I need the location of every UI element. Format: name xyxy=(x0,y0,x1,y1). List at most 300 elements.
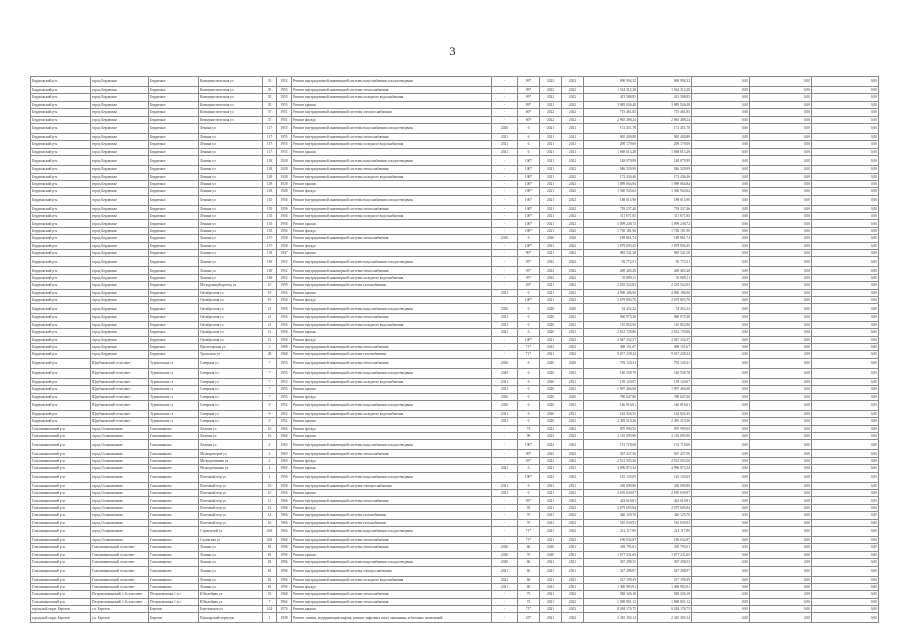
cell-settlement: Бердюжье xyxy=(149,94,199,101)
cell-district: Бердюжский р-н xyxy=(31,351,91,358)
cell-c3: 0,00 xyxy=(812,425,879,432)
cell-c2: 0,00 xyxy=(750,490,812,497)
cell-year-start: 2021 xyxy=(540,497,562,504)
cell-cost-total: 1 524 312,28 xyxy=(584,87,638,94)
cell-settlement-type: Щербаковский сельсовет xyxy=(91,393,149,400)
cell-c1: 0,00 xyxy=(692,536,750,543)
cell-year: 1958 xyxy=(277,235,292,242)
cell-c1: 0,00 xyxy=(692,358,750,368)
table-row xyxy=(31,358,879,368)
cell-cost-fund: 965 400,80 xyxy=(638,133,692,140)
cell-cost-total: 1 560 943,62 xyxy=(584,188,638,195)
cell-residents: 60 xyxy=(518,544,540,551)
cell-year-start: 2021 xyxy=(540,242,562,249)
cell-c3: 0,00 xyxy=(812,613,879,623)
cell-work: Ремонт фасада xyxy=(292,336,492,343)
cell-year-end: 2021 xyxy=(562,368,584,378)
cell-c2: 0,00 xyxy=(750,418,812,425)
cell-district: Голышмановский р-н xyxy=(31,457,91,464)
table-row xyxy=(31,583,879,590)
cell-year-start: 2021 xyxy=(540,613,562,623)
cell-c3: 0,00 xyxy=(812,304,879,314)
cell-work: Ремонт фасада xyxy=(292,425,492,432)
cell-c1: 0,00 xyxy=(692,227,750,234)
cell-year-end: 2022 xyxy=(562,250,584,257)
cell-district: Бердюжский р-н xyxy=(31,101,91,108)
cell-year-end: 2022 xyxy=(562,613,584,623)
cell-c3: 0,00 xyxy=(812,94,879,101)
cell-c2: 0,00 xyxy=(750,205,812,212)
cell-settlement: Голышманово xyxy=(149,566,199,576)
cell-c1: 0,00 xyxy=(692,329,750,336)
cell-residents: 60 xyxy=(518,566,540,576)
cell-c1: 0,00 xyxy=(692,512,750,519)
cell-c2: 0,00 xyxy=(750,166,812,173)
cell-year: 1953 xyxy=(277,386,292,393)
cell-year: 1956 xyxy=(277,304,292,314)
table-row xyxy=(31,180,879,187)
cell-c3: 0,00 xyxy=(812,378,879,385)
cell-residents: 75 xyxy=(518,591,540,598)
cell-deadline: - xyxy=(492,205,518,212)
cell-c3: 0,00 xyxy=(812,351,879,358)
cell-cost-fund: 269 465,28 xyxy=(638,267,692,274)
cell-deadline: - xyxy=(492,613,518,623)
cell-c2: 0,00 xyxy=(750,116,812,123)
cell-c2: 0,00 xyxy=(750,512,812,519)
cell-cost-total: 510 030,93 xyxy=(584,519,638,526)
table-row xyxy=(31,490,879,497)
cell-house: 10 xyxy=(263,482,277,489)
cell-street: Ленина ул xyxy=(199,551,263,558)
cell-year: 1952 xyxy=(277,274,292,281)
cell-work: Ремонт внутридомовой инженерной системы теплоснабжения xyxy=(292,598,492,605)
cell-work: Ремонт внутридомовой инженерной системы теплоснабжения xyxy=(292,166,492,173)
cell-street: Октябрьская ул xyxy=(199,304,263,314)
cell-year-start: 2020 xyxy=(540,400,562,410)
cell-settlement-type: город Голышманово xyxy=(91,497,149,504)
cell-deadline: - xyxy=(492,433,518,440)
cell-c1: 0,00 xyxy=(692,336,750,343)
cell-street: Северная ул xyxy=(199,418,263,425)
cell-residents: 71* xyxy=(518,536,540,543)
cell-street: Почтовый пер ул xyxy=(199,497,263,504)
table-row xyxy=(31,425,879,432)
cell-district: Бердюжский р-н xyxy=(31,173,91,180)
cell-year-end: 2022 xyxy=(562,606,584,613)
cell-c2: 0,00 xyxy=(750,123,812,133)
cell-settlement-type: Щербаковский сельсовет xyxy=(91,358,149,368)
table-row xyxy=(31,566,879,576)
cell-c1: 0,00 xyxy=(692,393,750,400)
cell-settlement: Бердюжье xyxy=(149,267,199,274)
cell-cost-fund: 1 889 064,84 xyxy=(638,180,692,187)
cell-deadline: - xyxy=(492,242,518,249)
cell-c1: 0,00 xyxy=(692,94,750,101)
cell-residents: 100* xyxy=(518,213,540,220)
cell-cost-fund: 196 032,87 xyxy=(638,536,692,543)
cell-deadline: - xyxy=(492,512,518,519)
cell-c3: 0,00 xyxy=(812,180,879,187)
table-row xyxy=(31,386,879,393)
cell-c3: 0,00 xyxy=(812,606,879,613)
cell-street: Мелиоративная ул xyxy=(199,457,263,464)
cell-house: 9 xyxy=(263,400,277,410)
cell-cost-fund: 690 994,32 xyxy=(638,77,692,87)
cell-street: Ленина ул xyxy=(199,583,263,590)
cell-c3: 0,00 xyxy=(812,336,879,343)
cell-year-end: 2021 xyxy=(562,583,584,590)
cell-work: Ремонт внутридомовой инженерной системы теплоснабжения xyxy=(292,235,492,242)
cell-year: 1966 xyxy=(277,497,292,504)
cell-street: Октябрьская ул xyxy=(199,314,263,321)
cell-year-end: 2022 xyxy=(562,242,584,249)
cell-year-end: 2022 xyxy=(562,77,584,87)
cell-c3: 0,00 xyxy=(812,274,879,281)
cell-c2: 0,00 xyxy=(750,227,812,234)
cell-cost-total: 3 085 926,48 xyxy=(584,101,638,108)
cell-c1: 0,00 xyxy=(692,282,750,289)
cell-year-end: 2022 xyxy=(562,591,584,598)
cell-work: Ремонт внутридомовой инженерной системы холодного водоснабжения xyxy=(292,321,492,328)
cell-c2: 0,00 xyxy=(750,173,812,180)
table-row xyxy=(31,536,879,543)
cell-work: Ремонт внутридомовой инженерной системы холодного водоснабжения xyxy=(292,274,492,281)
cell-street: Коммунистическая ул xyxy=(199,94,263,101)
cell-work: Ремонт внутридомовой инженерной системы электроснабжения xyxy=(292,109,492,116)
cell-house: 129 xyxy=(263,156,277,166)
cell-deadline: - xyxy=(492,526,518,536)
cell-c3: 0,00 xyxy=(812,296,879,303)
cell-house: 82 xyxy=(263,583,277,590)
cell-year-start: 2021 xyxy=(540,504,562,511)
cell-deadline: - xyxy=(492,213,518,220)
cell-c3: 0,00 xyxy=(812,242,879,249)
cell-street: Ленина ул xyxy=(199,195,263,205)
cell-year: 1955 xyxy=(277,141,292,148)
cell-cost-fund: 339 795,01 xyxy=(638,544,692,551)
cell-residents: 6 xyxy=(518,133,540,140)
cell-district: Бердюжский р-н xyxy=(31,329,91,336)
cell-cost-fund: 1 560 943,62 xyxy=(638,188,692,195)
cell-residents: 75 xyxy=(518,598,540,605)
cell-year: 1953 xyxy=(277,101,292,108)
cell-deadline: 2021 xyxy=(492,482,518,489)
cell-c2: 0,00 xyxy=(750,220,812,227)
cell-deadline: 2021 xyxy=(492,378,518,385)
cell-settlement: Голышманово xyxy=(149,559,199,566)
cell-year: 1956 xyxy=(277,336,292,343)
cell-deadline: 2021 xyxy=(492,321,518,328)
cell-year-end: 2020 xyxy=(562,393,584,400)
cell-year-start: 2020 xyxy=(540,304,562,314)
table-row xyxy=(31,195,879,205)
table-row xyxy=(31,274,879,281)
cell-c3: 0,00 xyxy=(812,512,879,519)
cell-residents: 99* xyxy=(518,94,540,101)
cell-deadline: 2020 xyxy=(492,551,518,558)
table-row xyxy=(31,343,879,350)
cell-year-end: 2022 xyxy=(562,519,584,526)
cell-cost-fund: 146 816,01 xyxy=(638,400,692,410)
cell-house: 7 xyxy=(263,598,277,605)
cell-settlement: Голышманово xyxy=(149,472,199,482)
cell-work: Ремонт, замена, модернизация лифтов, ремонт лифтовых шахт, машинных и блочных помещений xyxy=(292,613,492,623)
table-row xyxy=(31,512,879,519)
cell-residents: 100* xyxy=(518,205,540,212)
cell-house: 7 xyxy=(263,368,277,378)
cell-year: 1954 xyxy=(277,296,292,303)
cell-cost-fund: 55 889,11 xyxy=(638,274,692,281)
cell-deadline: - xyxy=(492,166,518,173)
cell-deadline: - xyxy=(492,336,518,343)
cell-year-end: 2022 xyxy=(562,282,584,289)
table-row xyxy=(31,156,879,166)
cell-settlement-type: город Бердюжье xyxy=(91,133,149,140)
cell-house: 102 xyxy=(263,606,277,613)
cell-cost-total: 1 668 613,28 xyxy=(584,148,638,155)
cell-year-start: 2020 xyxy=(540,378,562,385)
cell-work: Ремонт фасада xyxy=(292,583,492,590)
cell-year: 1928 xyxy=(277,166,292,173)
table-row xyxy=(31,504,879,511)
cell-deadline: - xyxy=(492,94,518,101)
cell-year-end: 2020 xyxy=(562,235,584,242)
cell-street: Пролетарская ул xyxy=(199,343,263,350)
cell-house: 21 xyxy=(263,329,277,336)
cell-district: Голышмановский р-н xyxy=(31,425,91,432)
cell-c1: 0,00 xyxy=(692,544,750,551)
cell-c1: 0,00 xyxy=(692,109,750,116)
cell-house: 117 xyxy=(263,148,277,155)
cell-settlement: Туреновская ст xyxy=(149,386,199,393)
cell-cost-fund: 1 400 983,91 xyxy=(638,583,692,590)
cell-deadline: - xyxy=(492,257,518,267)
cell-residents: 25* xyxy=(518,613,540,623)
cell-residents: 6 xyxy=(518,482,540,489)
cell-residents: 6 xyxy=(518,378,540,385)
cell-year: 1996 xyxy=(277,544,292,551)
cell-residents: 90* xyxy=(518,450,540,457)
cell-c1: 0,00 xyxy=(692,123,750,133)
cell-residents: 60 xyxy=(518,576,540,583)
cell-street: Коммунистическая ул xyxy=(199,77,263,87)
cell-district: Бердюжский р-н xyxy=(31,141,91,148)
cell-district: Голышмановский р-н xyxy=(31,497,91,504)
cell-year-start: 2022 xyxy=(540,87,562,94)
cell-year: 1928 xyxy=(277,173,292,180)
cell-c2: 0,00 xyxy=(750,250,812,257)
cell-street: Октябрьская ул xyxy=(199,329,263,336)
cell-c2: 0,00 xyxy=(750,465,812,472)
table-row xyxy=(31,304,879,314)
cell-district: Бердюжский р-н xyxy=(31,267,91,274)
cell-c1: 0,00 xyxy=(692,465,750,472)
cell-house: 12 xyxy=(263,497,277,504)
cell-work: Ремонт внутридомовой инженерной системы теплоснабжения xyxy=(292,591,492,598)
cell-c1: 0,00 xyxy=(692,440,750,450)
cell-year: 1968 xyxy=(277,351,292,358)
cell-work: Ремонт крыши xyxy=(292,329,492,336)
cell-c1: 0,00 xyxy=(692,87,750,94)
cell-settlement-type: город Бердюжье xyxy=(91,148,149,155)
cell-cost-total: 567 437,56 xyxy=(584,450,638,457)
cell-cost-fund: 2 110 095,90 xyxy=(638,433,692,440)
cell-district: Бердюжский р-н xyxy=(31,418,91,425)
cell-deadline: 2021 xyxy=(492,289,518,296)
cell-work: Ремонт внутридомовой инженерной системы водоснабжения и водоотведения xyxy=(292,195,492,205)
cell-c1: 0,00 xyxy=(692,386,750,393)
table-row xyxy=(31,227,879,234)
cell-settlement: Голышманово xyxy=(149,425,199,432)
cell-street: Почтовый пер ул xyxy=(199,504,263,511)
cell-settlement: Голышманово xyxy=(149,433,199,440)
cell-cost-fund: 870 990,55 xyxy=(638,425,692,432)
table-row xyxy=(31,393,879,400)
cell-cost-fund: 2 047 332,57 xyxy=(638,336,692,343)
cell-year-end: 2022 xyxy=(562,450,584,457)
cell-c3: 0,00 xyxy=(812,472,879,482)
cell-settlement: Бердюжье xyxy=(149,133,199,140)
cell-c3: 0,00 xyxy=(812,551,879,558)
cell-settlement: Бердюжье xyxy=(149,351,199,358)
cell-c2: 0,00 xyxy=(750,386,812,393)
cell-cost-total: 269 465,28 xyxy=(584,267,638,274)
cell-year: 1966 xyxy=(277,519,292,526)
cell-residents: 6 xyxy=(518,321,540,328)
cell-cost-total: 1 730 181,90 xyxy=(584,227,638,234)
cell-c1: 0,00 xyxy=(692,213,750,220)
cell-year-end: 2022 xyxy=(562,156,584,166)
cell-cost-fund: 413 588,85 xyxy=(638,94,692,101)
cell-work: Ремонт крыши xyxy=(292,465,492,472)
cell-year: 1956 xyxy=(277,329,292,336)
cell-year-start: 2021 xyxy=(540,336,562,343)
cell-settlement-type: город Бердюжье xyxy=(91,289,149,296)
cell-house: 82 xyxy=(263,559,277,566)
cell-settlement: Бердюжье xyxy=(149,314,199,321)
cell-year: 1952 xyxy=(277,418,292,425)
cell-year-end: 2021 xyxy=(562,133,584,140)
cell-cost-total: 209 179,69 xyxy=(584,141,638,148)
cell-year-start: 2020 xyxy=(540,386,562,393)
cell-residents: 71* xyxy=(518,343,540,350)
cell-settlement-type: Голышмановский сельсовет xyxy=(91,583,149,590)
cell-street: Лазовая ул xyxy=(199,440,263,450)
cell-year-end: 2020 xyxy=(562,304,584,314)
cell-c2: 0,00 xyxy=(750,559,812,566)
cell-work: Ремонт внутридомовой инженерной системы газоснабжения xyxy=(292,351,492,358)
cell-cost-total: 408 151,67 xyxy=(584,343,638,350)
cell-c1: 0,00 xyxy=(692,378,750,385)
cell-settlement: Бердюжье xyxy=(149,282,199,289)
cell-year: 1996 xyxy=(277,566,292,576)
cell-year-start: 2021 xyxy=(540,576,562,583)
cell-year: 1956 xyxy=(277,205,292,212)
cell-street: Ленина ул xyxy=(199,267,263,274)
cell-settlement: Бердюжье xyxy=(149,205,199,212)
cell-district: Голышмановский р-н xyxy=(31,433,91,440)
cell-settlement: Голышманово xyxy=(149,519,199,526)
cell-year-start: 2022 xyxy=(540,425,562,432)
cell-district: Бердюжский р-н xyxy=(31,220,91,227)
cell-c2: 0,00 xyxy=(750,336,812,343)
cell-settlement: Бердюжье xyxy=(149,336,199,343)
cell-cost-total: 148 079,99 xyxy=(584,156,638,166)
cell-street: Ленина ул xyxy=(199,559,263,566)
table-row xyxy=(31,368,879,378)
cell-deadline: 2020 xyxy=(492,559,518,566)
cell-settlement: Голышманово xyxy=(149,526,199,536)
cell-house: 129 xyxy=(263,173,277,180)
cell-year-start: 2021 xyxy=(540,526,562,536)
cell-house: 16 xyxy=(263,425,277,432)
cell-house: 21 xyxy=(263,321,277,328)
cell-year: 1952 xyxy=(277,400,292,410)
cell-residents: 6 xyxy=(518,289,540,296)
cell-work: Ремонт внутридомовой инженерной системы электроснабжения xyxy=(292,566,492,576)
cell-house: 1 xyxy=(263,613,277,623)
cell-c3: 0,00 xyxy=(812,410,879,417)
cell-work: Ремонт крыши xyxy=(292,433,492,440)
cell-cost-total: 2 531 503,50 xyxy=(584,457,638,464)
cell-work: Ремонт внутридомовой инженерной системы теплоснабжения xyxy=(292,133,492,140)
cell-deadline: - xyxy=(492,274,518,281)
cell-deadline: - xyxy=(492,591,518,598)
cell-year-start: 2021 xyxy=(540,227,562,234)
cell-settlement-type: город Голышманово xyxy=(91,425,149,432)
cell-year-end: 2021 xyxy=(562,123,584,133)
cell-c2: 0,00 xyxy=(750,329,812,336)
cell-deadline: 2021 xyxy=(492,490,518,497)
cell-deadline: - xyxy=(492,606,518,613)
cell-district: Бердюжский р-н xyxy=(31,368,91,378)
cell-deadline: - xyxy=(492,497,518,504)
cell-cost-fund: 510 030,93 xyxy=(638,519,692,526)
cell-settlement-type: город Бердюжье xyxy=(91,173,149,180)
cell-cost-total: 111 671,85 xyxy=(584,213,638,220)
cell-house: 28 xyxy=(263,351,277,358)
table-row xyxy=(31,173,879,180)
cell-cost-fund: 189 861,74 xyxy=(638,235,692,242)
table-row xyxy=(31,94,879,101)
cell-house: 149 xyxy=(263,274,277,281)
cell-year-end: 2020 xyxy=(562,358,584,368)
cell-deadline: - xyxy=(492,180,518,187)
cell-c1: 0,00 xyxy=(692,133,750,140)
cell-c1: 0,00 xyxy=(692,173,750,180)
cell-c1: 0,00 xyxy=(692,368,750,378)
cell-cost-total: 110 854,90 xyxy=(584,321,638,328)
cell-house: 35 xyxy=(263,101,277,108)
cell-cost-fund: 330 690,80 xyxy=(638,482,692,489)
cell-cost-fund: 172 436,46 xyxy=(638,173,692,180)
cell-settlement-type: Голышмановский сельсовет xyxy=(91,576,149,583)
cell-residents: 100* xyxy=(518,180,540,187)
cell-year: 1956 xyxy=(277,195,292,205)
cell-cost-fund: 2 255 522,83 xyxy=(638,282,692,289)
cell-year-start: 2022 xyxy=(540,116,562,123)
cell-year-end: 2022 xyxy=(562,497,584,504)
cell-cost-total: 4 996 873,34 xyxy=(584,465,638,472)
cell-cost-total: 146 816,01 xyxy=(584,400,638,410)
cell-district: Бердюжский р-н xyxy=(31,282,91,289)
cell-street: Ленина ул xyxy=(199,220,263,227)
program-table xyxy=(30,76,879,623)
cell-year: 1928 xyxy=(277,180,292,187)
cell-house: 10 xyxy=(263,282,277,289)
cell-year-start: 2021 xyxy=(540,566,562,576)
